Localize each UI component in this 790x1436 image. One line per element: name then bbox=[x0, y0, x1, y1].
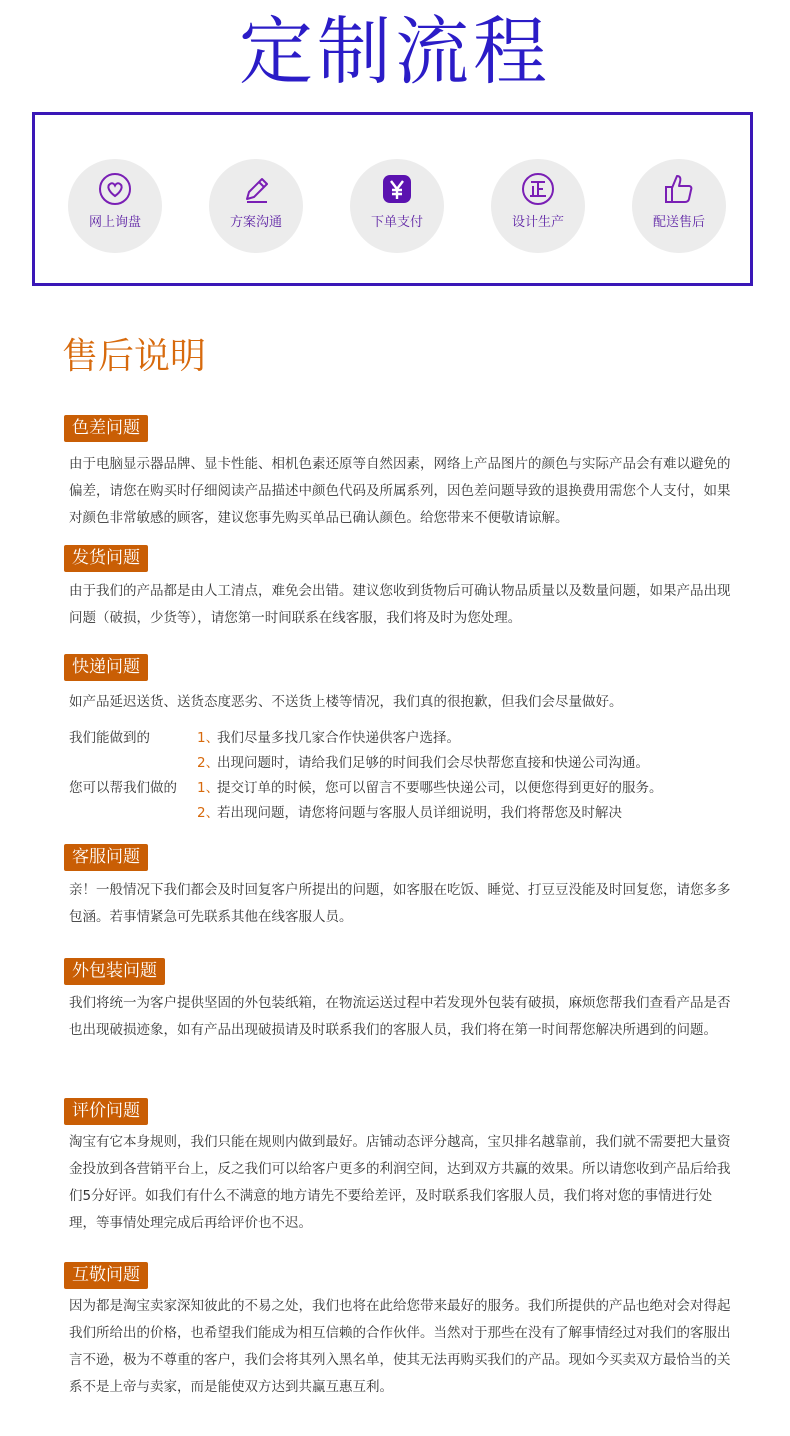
thumbs-up-icon bbox=[662, 172, 696, 206]
section-text-express: 如产品延迟送货、送货态度恶劣、不送货上楼等情况，我们真的很抱歉，但我们会尽量做好。 bbox=[69, 694, 623, 710]
page-title: 定制流程 bbox=[239, 9, 551, 95]
section-tag-color-difference: 色差问题 bbox=[64, 415, 148, 442]
section-tag-customer-service: 客服问题 bbox=[64, 844, 148, 871]
section-tag-shipping: 发货问题 bbox=[64, 545, 148, 572]
section-tag-express: 快递问题 bbox=[64, 654, 148, 681]
list-label: 您可以帮我们做的 bbox=[69, 780, 177, 796]
list-number: 1、 bbox=[197, 730, 220, 746]
step-label: 设计生产 bbox=[511, 215, 564, 230]
heart-icon bbox=[98, 172, 132, 206]
yuan-icon bbox=[380, 172, 414, 206]
pencil-icon bbox=[239, 172, 273, 206]
section-tag-packaging: 外包装问题 bbox=[64, 958, 165, 985]
step-label: 方案沟通 bbox=[229, 215, 282, 230]
list-text: 我们尽量多找几家合作快递供客户选择。 bbox=[217, 730, 460, 746]
step-delivery bbox=[632, 159, 726, 253]
process-steps bbox=[32, 112, 753, 286]
section-text-mutual-respect: 因为都是淘宝卖家深知彼此的不易之处，我们也将在此给您带来最好的服务。我们所提供的产品也绝对会对得起我们所给出的价格，也希望我们能成为相互信赖的合作伙伴。当然对于那些在没有了解事情经过对我们的客服出言不逊，极为不尊重的客户，我们会将其列入黑名单，使其无法再购买我们的产品。现如今买卖双方最恰当的关系不是上帝与卖家，而是能使双方达到共赢互惠互利。 bbox=[69, 1298, 731, 1395]
section-text-customer-service: 亲！一般情况下我们都会及时回复客户所提出的问题，如客服在吃饭、睡觉、打豆豆没能及时回复您，请您多多包涵。若事情紧急可先联系其他在线客服人员。 bbox=[69, 882, 731, 925]
section-text-review: 淘宝有它本身规则，我们只能在规则内做到最好。店铺动态评分越高，宝贝排名越靠前，我们就不需要把大量资金投放到各营销平台上，反之我们可以给客户更多的利润空间，达到双方共赢的效果。所以请您收到产品后给我们5分好评。如我们有什么不满意的地方请先不要给差评，及时联系我们客服人员，我们将对您的事情进行处理，等事情处理完成后再给评价也不迟。 bbox=[69, 1134, 731, 1231]
step-label: 下单支付 bbox=[370, 215, 423, 230]
list-number: 2、 bbox=[197, 805, 220, 821]
step-inquiry bbox=[68, 159, 162, 253]
step-communicate bbox=[209, 159, 303, 253]
step-payment bbox=[350, 159, 444, 253]
section-text-shipping: 由于我们的产品都是由人工清点，难免会出错。建议您收到货物后可确认物品质量以及数量问题，如果产品出现问题（破损，少货等），请您第一时间联系在线客服，我们将及时为您处理。 bbox=[69, 583, 731, 626]
list-text: 若出现问题，请您将问题与客服人员详细说明，我们将帮您及时解决 bbox=[217, 805, 622, 821]
list-number: 1、 bbox=[197, 780, 220, 796]
step-label: 配送售后 bbox=[652, 215, 705, 230]
step-label: 网上询盘 bbox=[88, 215, 141, 230]
section-text-packaging: 我们将统一为客户提供坚固的外包装纸箱，在物流运送过程中若发现外包装有破损，麻烦您帮我们查看产品是否也出现破损迹象，如有产品出现破损请及时联系我们的客服人员，我们将在第一时间帮您解决所遇到的问题。 bbox=[69, 995, 731, 1038]
section-text-color-difference: 由于电脑显示器品牌、显卡性能、相机色素还原等自然因素，网络上产品图片的颜色与实际产品会有难以避免的偏差，请您在购买时仔细阅读产品描述中颜色代码及所属系列，因色差问题导致的退换费用需您个人支付，如果对颜色非常敏感的顾客，建议您事先购买单品已确认颜色。给您带来不便敬请谅解。 bbox=[69, 456, 731, 526]
list-text: 提交订单的时候，您可以留言不要哪些快递公司，以便您得到更好的服务。 bbox=[217, 780, 663, 796]
aftersales-title: 售后说明 bbox=[62, 336, 207, 377]
step-production bbox=[491, 159, 585, 253]
list-text: 出现问题时，请给我们足够的时间我们会尽快帮您直接和快递公司沟通。 bbox=[217, 755, 649, 771]
list-label: 我们能做到的 bbox=[69, 730, 150, 746]
zheng-icon bbox=[521, 172, 555, 206]
section-tag-review: 评价问题 bbox=[64, 1098, 148, 1125]
section-tag-mutual-respect: 互敬问题 bbox=[64, 1262, 148, 1289]
list-number: 2、 bbox=[197, 755, 220, 771]
